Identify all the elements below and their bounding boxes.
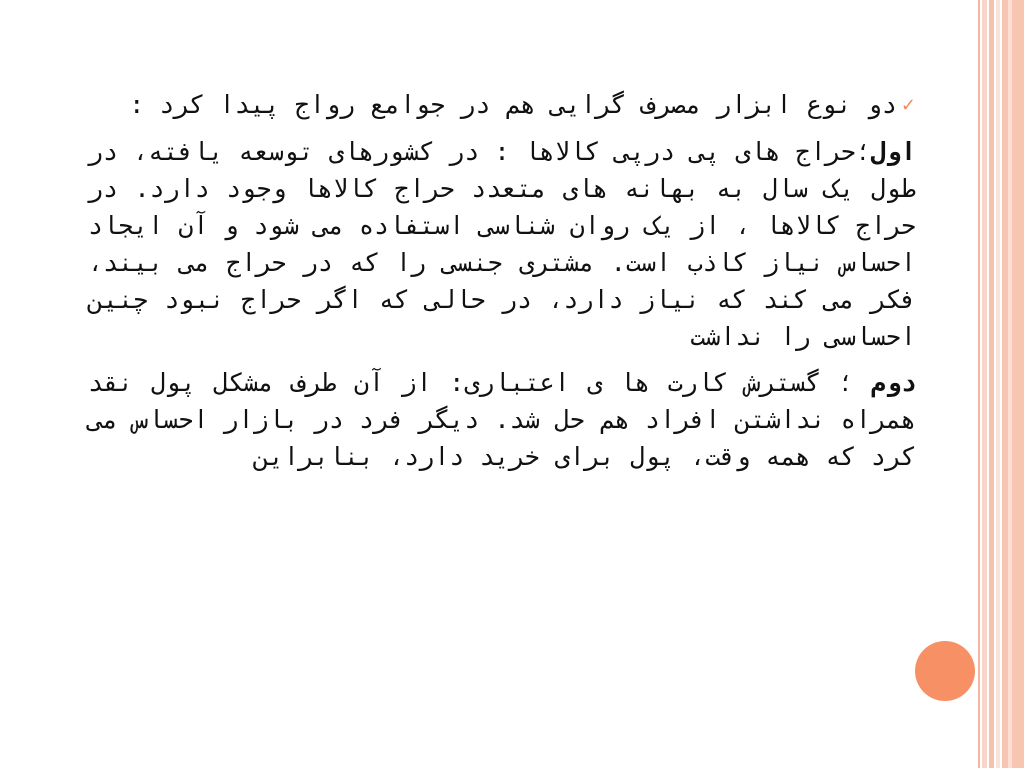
border-stripe <box>1002 0 1024 768</box>
first-label: اول <box>870 137 916 166</box>
border-stripe-inner <box>1008 0 1012 768</box>
checkmark-bullet-icon: ✓ <box>900 95 916 116</box>
slide-body <box>88 86 916 484</box>
first-text: ؛حراج های پی درپی کالاها : در کشورهای توسعه یافته، در طول یک سال به بهانه های متعدد حراج کالاها وجود دارد. در حراج کالاها ، از یک روان شناسی استفاده می شود و آن ایجاد احساس نیاز کاذب است. مشتری جنسی را که در حراج می بیند، فکر می کند که نیاز دارد، در حالی که اگر حراج نبود چنین احساسی را نداشت <box>88 137 916 351</box>
bullet-paragraph <box>88 86 916 124</box>
border-stripe <box>989 0 994 768</box>
bullet-text: دو نوع ابزار مصرف گرایی هم در جوامع رواج پیدا کرد : <box>129 90 897 119</box>
second-label: دوم <box>870 368 916 397</box>
second-paragraph <box>88 364 916 475</box>
border-stripe <box>982 0 987 768</box>
border-stripe <box>996 0 1000 768</box>
border-stripe <box>978 0 980 768</box>
first-paragraph <box>88 133 916 355</box>
decorative-circle <box>915 641 975 701</box>
second-text: ؛ گسترش کارت ها ی اعتباری: از آن طرف مشکل پول نقد همراه نداشتن افراد هم حل شد. دیگر فرد در بازار احساس می کرد که همه وقت، پول برای خرید دارد، بنابراین <box>88 368 916 471</box>
